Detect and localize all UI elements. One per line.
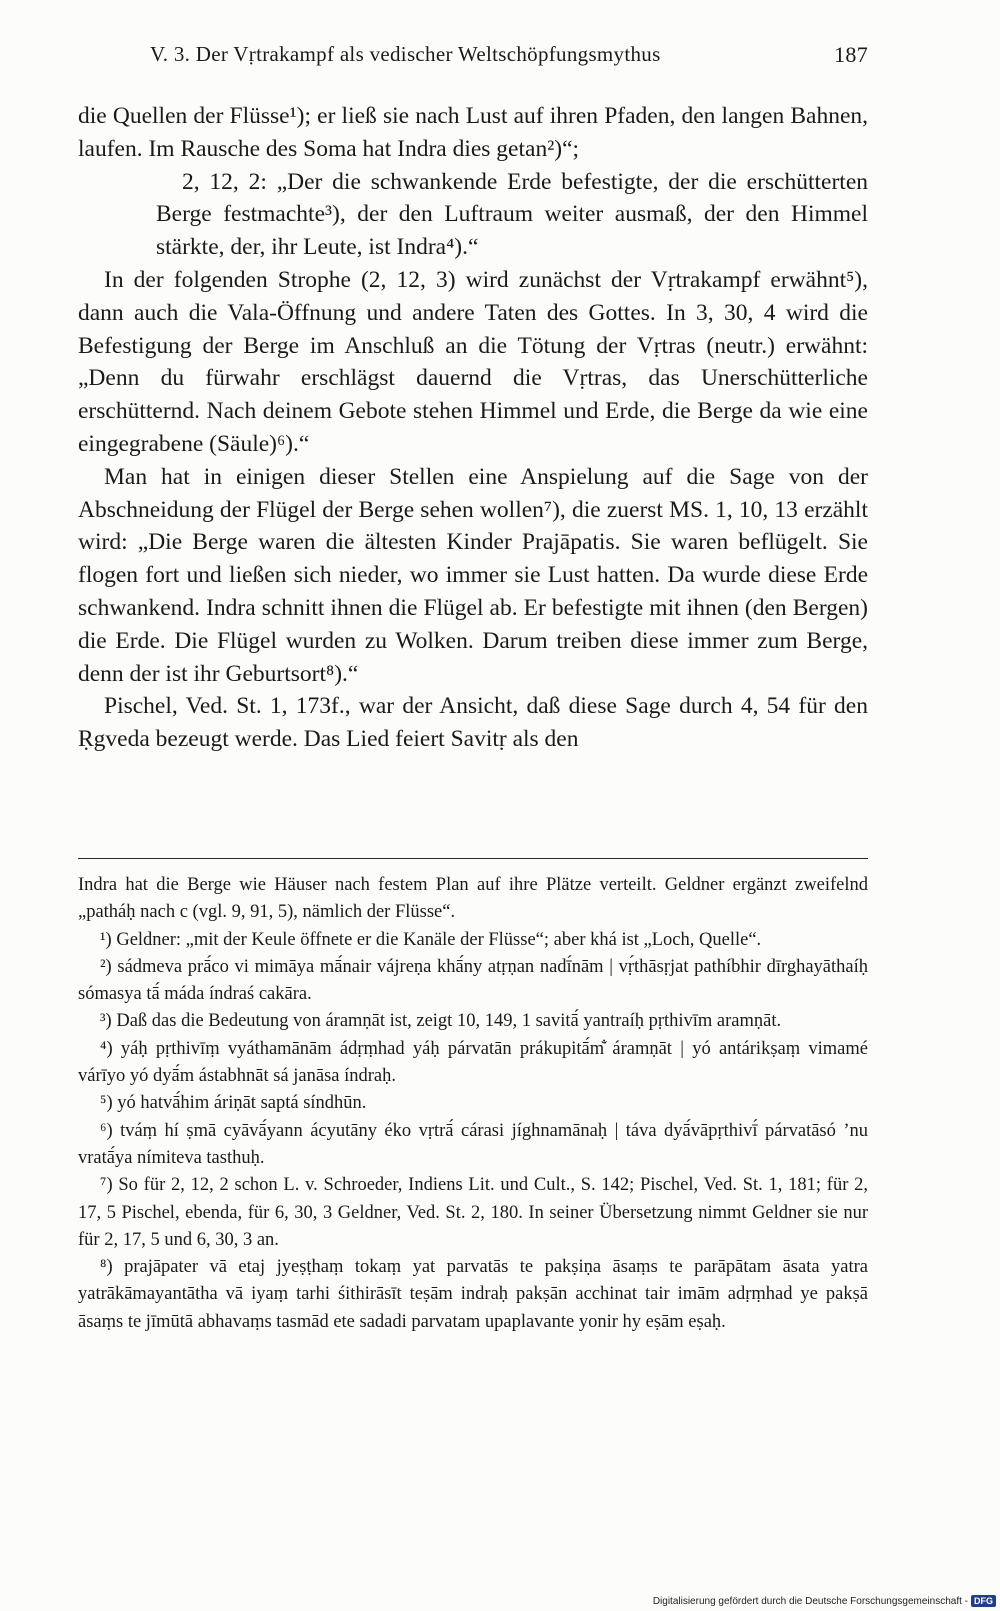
footnote-4: ⁴) yáḥ pṛthivīṃ vyáthamānām ádṛṃhad yáḥ párvatān prákupitā́m̐ áramṇāt | yó antárikṣaṃ vimamé várīyo yó dyā́m ástabhnāt sá janāsa índraḥ. (78, 1038, 868, 1087)
footnote-7: ⁷) So für 2, 12, 2 schon L. v. Schroeder, Indiens Lit. und Cult., S. 142; Pischel, Ved. St. 1, 181; für 2, 17, 5 Pischel, ebenda, für 6, 30, 3 Geldner, Ved. St. 2, 180. In seiner Übersetzung nimmt Geldner sie nur für 2, 17, 5 und 6, 30, 3 an. (78, 1175, 868, 1250)
paragraph-1: die Quellen der Flüsse¹); er ließ sie nach Lust auf ihren Pfaden, den langen Bahnen, laufen. Im Rausche des Soma hat Indra dies getan²)“; (78, 103, 868, 162)
paragraph-5: Pischel, Ved. St. 1, 173f., war der Ansicht, daß diese Sage durch 4, 54 für den Ṛgveda bezeugt werde. Das Lied feiert Savitṛ als den (78, 693, 868, 753)
paragraph-4: Man hat in einigen dieser Stellen eine Anspielung auf die Sage von der Abschneidung der Flügel der Berge sehen wollen⁷), die zuerst MS. 1, 10, 13 erzählt wird: „Die Berge waren die ältesten Kinder Prajāpatis. Sie waren beflügelt. Sie flogen fort und ließen sich nieder, wo immer sie Lust hatten. Da wurde diese Erde schwankend. Indra schnitt ihnen die Flügel ab. Er befestigte mit ihnen (den Bergen) die Erde. Die Flügel wurden zu Wolken. Darum treiben diese immer zum Berge, denn der ist ihr Geburtsort⁸).“ (78, 463, 868, 687)
footnotes (78, 872, 868, 1336)
footnote-2: ²) sádmeva prā́co vi mimāya mā́nair vájreṇa khā́ny atṛṇan nadī́nām | vṛ́thāsṛjat pathíbhir dīrghayāthaíḥ sómasya tā́ máda índraś cakāra. (78, 956, 868, 1005)
dfg-logo: DFG (971, 1595, 996, 1607)
digitization-credit (653, 1595, 996, 1607)
footnote-5: ⁵) yó hatvā́him áriṇāt saptá síndhūn. (100, 1093, 367, 1114)
footnote-8: ⁸) prajāpater vā etaj jyeṣṭhaṃ tokaṃ yat parvatās te pakṣiṇa āsaṃs te parāpātam āsata yatra yatrākāmayantātha vā iyaṃ tarhi śithirāsīt teṣām indraḥ pakṣān acchinat tair imām adṛṃhad ye pakṣā āsaṃs te jīmūtā abhavaṃs tasmād ete sadadi parvatam upaplavante yonir hy eṣām eṣaḥ. (78, 1257, 868, 1332)
running-title: V. 3. Der Vṛtrakampf als vedischer Weltschöpfungsmythus (150, 42, 661, 66)
footnote-continuation: Indra hat die Berge wie Häuser nach festem Plan auf ihre Plätze verteilt. Geldner ergänzt zweifelnd „patháḥ nach c (vgl. 9, 91, 5), nämlich der Flüsse“. (78, 875, 868, 923)
footnote-6: ⁶) tváṃ hí ṣmā cyāvā́yann ácyutāny éko vṛtrā́ cárasi jíghnamānaḥ | táva dyā́vāpṛthivī́ párvatāsó ’nu vratā́ya nímiteva tasthuḥ. (78, 1120, 868, 1168)
running-header (150, 42, 868, 68)
paragraph-3: In der folgenden Strophe (2, 12, 3) wird zunächst der Vṛtrakampf erwähnt⁵), dann auch die Vala-Öffnung und andere Taten des Gottes. In 3, 30, 4 wird die Befestigung der Berge im Anschluß an die Tötung der Vṛtras (neutr.) erwähnt: „Denn du fürwahr erschlägst dauernd die Vṛtras, das Unerschütterliche erschütternd. Nach deinem Gebote stehen Himmel und Erde, die Berge da wie eine eingegrabene (Säule)⁶).“ (78, 266, 868, 457)
main-text (78, 100, 868, 756)
footnote-1: ¹) Geldner: „mit der Keule öffnete er die Kanäle der Flüsse“; aber khá ist „Loch, Quelle“. (100, 929, 762, 950)
paragraph-2-quote: 2, 12, 2: „Der die schwankende Erde befestigte, der die erschütterten Berge festmachte³), der den Luftraum weiter ausmaß, der den Himmel stärkte, der, ihr Leute, ist Indra⁴).“ (156, 168, 868, 261)
page-number: 187 (834, 42, 868, 67)
footnote-divider (78, 858, 868, 859)
footnote-3: ³) Daß das die Bedeutung von áramṇāt ist, zeigt 10, 149, 1 savitā́ yantraíḥ pṛthivīm aramṇāt. (100, 1011, 782, 1032)
credit-text: Digitalisierung gefördert durch die Deutsche Forschungsgemeinschaft - (652, 1595, 968, 1607)
